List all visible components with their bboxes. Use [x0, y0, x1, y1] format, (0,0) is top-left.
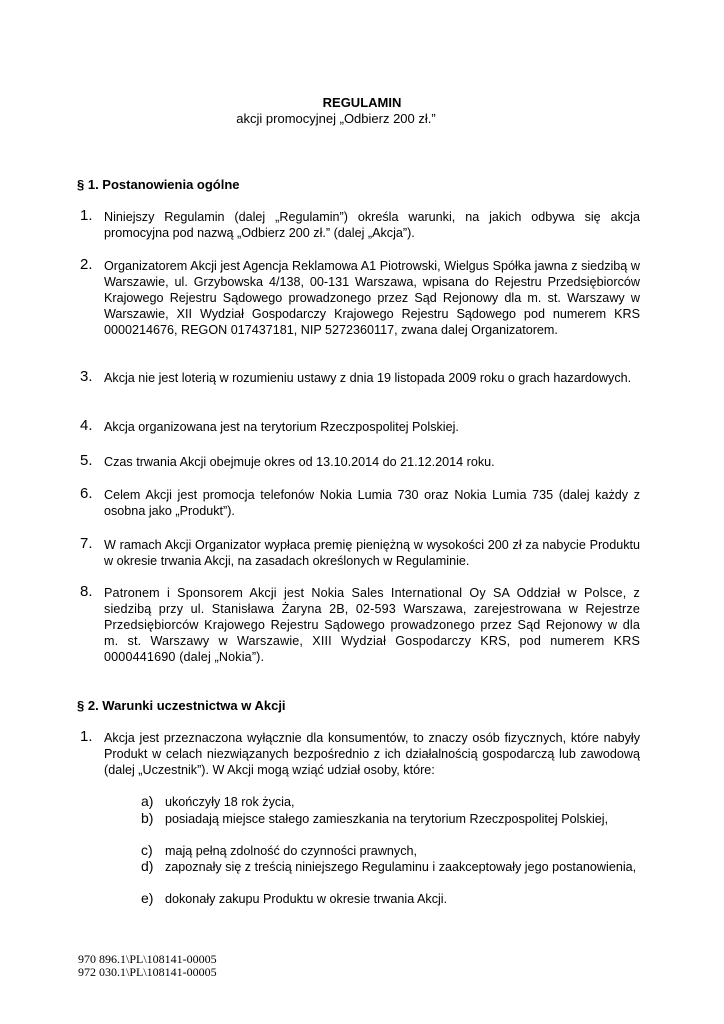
document-subtitle: akcji promocyjnej „Odbierz 200 zł.”	[236, 111, 436, 126]
section-2-subitem-d	[141, 859, 642, 875]
subitem-letter: d)	[141, 858, 154, 874]
section-2-subitem-b	[141, 811, 642, 827]
item-number: 1.	[80, 728, 93, 745]
section-1-item-2	[80, 258, 640, 338]
subitem-letter: c)	[141, 842, 153, 858]
item-text: Celem Akcji jest promocja telefonów Nokia Lumia 730 oraz Nokia Lumia 735 (dalej każdy z osobna jako „Produkt”).	[104, 488, 640, 518]
subitem-text: ukończyły 18 rok życia,	[165, 795, 295, 809]
subitem-text: mają pełną zdolność do czynności prawnych,	[165, 844, 418, 858]
item-number: 7.	[80, 535, 93, 552]
subitem-text: posiadają miejsce stałego zamieszkania na terytorium Rzeczpospolitej Polskiej,	[165, 812, 609, 826]
item-number: 5.	[80, 452, 93, 469]
item-number: 6.	[80, 485, 93, 502]
item-text: Organizatorem Akcji jest Agencja Reklamowa A1 Piotrowski, Wielgus Spółka jawna z siedzibą w Warszawie, ul. Grzybowska 4/138, 00-131 Warszawa, wpisana do Rejestru Przedsiębiorców Krajowego Rejestru Sądowego prowadzonego przez Sąd Rejonowy dla m. st. Warszawy w Warszawie, XII Wydział Gospodarczy Krajowego Rejestru Sądowego pod numerem KRS 0000214676, REGON 017437181, NIP 5272360117, zwana dalej Organizatorem.	[104, 259, 640, 337]
item-text: Czas trwania Akcji obejmuje okres od 13.10.2014 do 21.12.2014 roku.	[104, 455, 495, 469]
subitem-letter: a)	[141, 793, 154, 809]
item-number: 2.	[80, 256, 93, 273]
section-2-subitem-c	[141, 843, 642, 859]
section-1-item-8	[80, 585, 640, 665]
section-1-item-1	[80, 209, 640, 241]
footer-reference-1: 970 896.1\PL\108141-00005	[78, 952, 217, 966]
section-2-heading: § 2. Warunki uczestnictwa w Akcji	[77, 698, 286, 713]
section-1-item-3	[80, 370, 640, 386]
footer-reference-2: 972 030.1\PL\108141-00005	[78, 965, 217, 979]
section-1-item-4	[80, 419, 640, 435]
item-number: 1.	[80, 207, 93, 224]
section-1-item-5	[80, 454, 640, 470]
item-text: Akcja jest przeznaczona wyłącznie dla konsumentów, to znaczy osób fizycznych, które nabyły Produkt w celach niezwiązanych bezpośrednio z ich działalnością gospodarczą lub zawodową (dalej „Uczestnik”). W Akcji mogą wziąć udział osoby, które:	[104, 731, 640, 777]
item-number: 4.	[80, 417, 93, 434]
item-text: Akcja nie jest loterią w rozumieniu ustawy z dnia 19 listopada 2009 roku o grach hazardowych.	[104, 371, 632, 385]
subitem-text: dokonały zakupu Produktu w okresie trwania Akcji.	[165, 892, 448, 906]
item-text: Patronem i Sponsorem Akcji jest Nokia Sales International Oy SA Oddział w Polsce, z siedzibą przy ul. Stanisława Żaryna 2B, 02-593 Warszawa, zarejestrowana w Rejestrze Przedsiębiorców Krajowego Rejestru Sądowego prowadzonego przez Sąd Rejonowy w dla m. st. Warszawy w Warszawie, XIII Wydział Gospodarczy KRS, pod numerem KRS 0000441690 (dalej „Nokia”).	[104, 586, 640, 664]
item-number: 8.	[80, 583, 93, 600]
section-1-heading: § 1. Postanowienia ogólne	[77, 177, 240, 192]
item-number: 3.	[80, 368, 93, 385]
item-text: Niniejszy Regulamin (dalej „Regulamin”) określa warunki, na jakich odbywa się akcja promocyjna pod nazwą „Odbierz 200 zł.” (dalej „Akcja”).	[104, 210, 640, 240]
subitem-letter: e)	[141, 890, 154, 906]
section-2-subitem-a	[141, 794, 642, 810]
section-2-item-1	[80, 730, 640, 778]
item-text: W ramach Akcji Organizator wypłaca premię pieniężną w wysokości 200 zł za nabycie Produktu w okresie trwania Akcji, na zasadach określonych w Regulaminie.	[104, 538, 640, 568]
document-title: REGULAMIN	[322, 95, 402, 110]
section-1-item-6	[80, 487, 640, 519]
subitem-text: zapoznały się z treścią niniejszego Regulaminu i zaakceptowały jego postanowienia,	[165, 860, 637, 874]
section-1-item-7	[80, 537, 640, 569]
item-text: Akcja organizowana jest na terytorium Rzeczpospolitej Polskiej.	[104, 420, 459, 434]
subitem-letter: b)	[141, 810, 154, 826]
section-2-subitem-e	[141, 891, 642, 907]
